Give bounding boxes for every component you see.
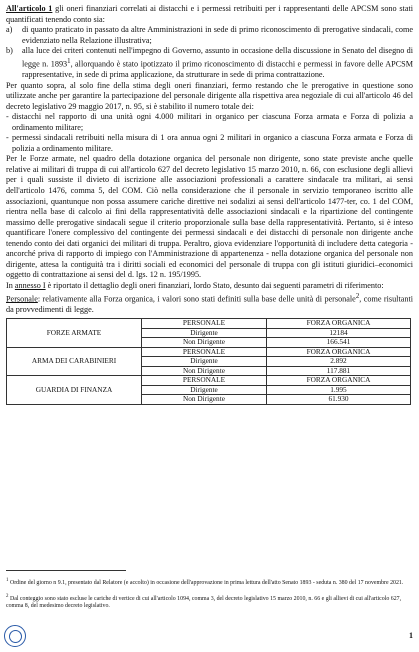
table-cell: 1.995 xyxy=(267,385,411,395)
table-header: PERSONALE xyxy=(142,319,267,329)
footnote: $^1$ Ordine del giorno n 9.1, presentato dal Relatore (e accolto) in occasione dell'approvazione in prima lettura dell'atto Senato 1893 - seduta n. 380 del 17 novembre 2021. xyxy=(6,577,404,586)
table-cell: Dirigente xyxy=(142,328,267,338)
page-number: 1 xyxy=(409,631,413,640)
list-item-text: distacchi nel rapporto di una unità ogni 4.000 militari in organico per ciascuna Forza armata e Forza di polizia a ordinamento militare; xyxy=(12,112,413,132)
table-cell: Non Dirigente xyxy=(142,395,267,405)
list-item-text: di quanto praticato in passato da altre Amministrazioni in sede di primo riconoscimento di prerogative sindacali, come evidenziato nella Relazione illustrativa; xyxy=(22,25,413,45)
table-header: FORZA ORGANICA xyxy=(267,376,411,386)
table-group-name: FORZE ARMATE xyxy=(7,319,142,348)
list-item: - permessi sindacali retribuiti nella misura di 1 ora annua ogni 2 militari in organico a ciascuna Forza armata e Forza di polizia a ordinamento militare. xyxy=(6,133,413,153)
table-cell: 12184 xyxy=(267,328,411,338)
seal-icon xyxy=(4,625,26,647)
body-paragraph: Per quanto sopra, al solo fine della stima degli oneri finanziari, fermo restando che le prerogative in questione sono utilizzate anche per garantire la partecipazione del personale dirigente alla rispettiva area negoziale di cui all'articolo 46 del decreto legislativo 29 maggio 2017, n. 95, si è stabilito il numero totale dei: xyxy=(6,80,413,111)
personale-paragraph: Personale: relativamente alla Forza organica, i valori sono stati definiti sulla base delle unità di personale$^2$, come risultanti da provvedimenti di legge. xyxy=(6,292,413,314)
table-header: PERSONALE xyxy=(142,376,267,386)
list-item: - distacchi nel rapporto di una unità ogni 4.000 militari in organico per ciascuna Forza armata e Forza di polizia a ordinamento militare; xyxy=(6,112,413,132)
table-group-name: GUARDIA DI FINANZA xyxy=(7,376,142,405)
footnote: $^2$ Dal conteggio sono stato escluse le cariche di vertice di cui all'articolo 1094, comma 3, del decreto legislativo 15 marzo 2010, n. 66 e gli allievi di cui all'articolo 627, comma 8, del medesimo decreto legislativo. xyxy=(6,593,402,610)
list-item xyxy=(6,46,413,80)
list-item-text: , allorquando è stato ipotizzato il primo riconoscimento di distacchi e permessi in favore delle APCSM rappresentative, in sede di prima applicazione, da strutturare in sede di prima contrattazione. xyxy=(22,59,413,80)
intro-paragraph xyxy=(6,4,413,25)
footnotes xyxy=(6,570,413,616)
document-page xyxy=(6,4,413,405)
table-cell: Non Dirigente xyxy=(142,338,267,348)
table-header: FORZA ORGANICA xyxy=(267,347,411,357)
body-paragraph: Per le Forze armate, nel quadro della dotazione organica del personale non dirigente, sono state previste anche quelle relative ai militari di truppa di cui all'articolo 627 del decreto legislativo 15 marzo 2010, n. 66, con esclusione degli allievi per i quali sussiste il divieto di iscrizione alle associazioni professionali a carattere sindacale tra militari, ai sensi dell'articolo 1476, comma 5, del COM. Ciò nella considerazione che il personale in servizio temporaneo iscritto alle associazioni, quantunque non possa assumere cariche direttive nei sodalizi ai sensi dell'articolo 1477-ter, co. 1 del COM, rientra nella base di calcolo ai fini della rappresentatività delle associazioni sindacali e la ripartizione del contingente massimo delle prerogative sindacali segue il criterio proporzionale sulla base della rappresentatività. Pertanto, si è inteso quantificare l'onere complessivo del contingente dei permessi sindacali e dei distacchi di personale non dirigente anche tenendo conto dei dati organici dei militari di truppa. Peraltro, giova evidenziare l'opportunità di includere detta categoria - ancorché priva di rapporto di impiego con l'Amministrazione di appartenenza - nella dotazione organica del personale non dirigente, attesa la contiguità tra i diritti sociali ed economici del personale di truppa con gli istituti giuridici–economici oggetto di contrattazione ai sensi del d. lgs. 12 n. 195/1995. xyxy=(6,154,413,280)
intro-lead: All'articolo 1 xyxy=(6,4,53,13)
table-header: FORZA ORGANICA xyxy=(267,319,411,329)
forza-organica-table xyxy=(6,318,411,405)
table-group-name: ARMA DEI CARABINIERI xyxy=(7,347,142,376)
personale-label: Personale xyxy=(6,294,38,304)
annex-paragraph: In annesso I è riportato il dettaglio degli oneri finanziari, lordo Stato, desunto dai seguenti parametri di riferimento: xyxy=(6,280,384,290)
footnote-divider xyxy=(6,570,126,571)
table-cell: Dirigente xyxy=(142,385,267,395)
list-item-text: permessi sindacali retribuiti nella misura di 1 ora annua ogni 2 militari in organico a ciascuna Forza armata e Forza di polizia a ordinamento militare. xyxy=(12,133,413,153)
table-cell: 117.881 xyxy=(267,366,411,376)
basis-list xyxy=(6,25,413,80)
list-item xyxy=(6,25,413,46)
intro-text: gli oneri finanziari correlati ai distacchi e i permessi retribuiti per i rappresentanti delle APCSM sono stati quantificati tenendo conto sia: xyxy=(6,4,413,24)
table-row xyxy=(7,319,411,329)
table-header: PERSONALE xyxy=(142,347,267,357)
table-cell: 61.930 xyxy=(267,395,411,405)
footnote-ref[interactable]: 2 xyxy=(355,292,360,300)
table-cell: 2.892 xyxy=(267,357,411,367)
list-marker: b) xyxy=(6,46,13,56)
footnote-ref[interactable]: 1 xyxy=(67,57,71,65)
table-row xyxy=(7,376,411,386)
totals-list xyxy=(6,112,413,154)
table-cell: 166.541 xyxy=(267,338,411,348)
table-cell: Dirigente xyxy=(142,357,267,367)
annex-link[interactable]: annesso I xyxy=(14,280,46,290)
table-cell: Non Dirigente xyxy=(142,366,267,376)
list-marker: a) xyxy=(6,25,13,35)
list-item-text: alla luce dei criteri contenuti nell'impegno di Governo, assunto in occasione della discussione in Senato del disegno di legge n. 1893 xyxy=(22,46,413,69)
